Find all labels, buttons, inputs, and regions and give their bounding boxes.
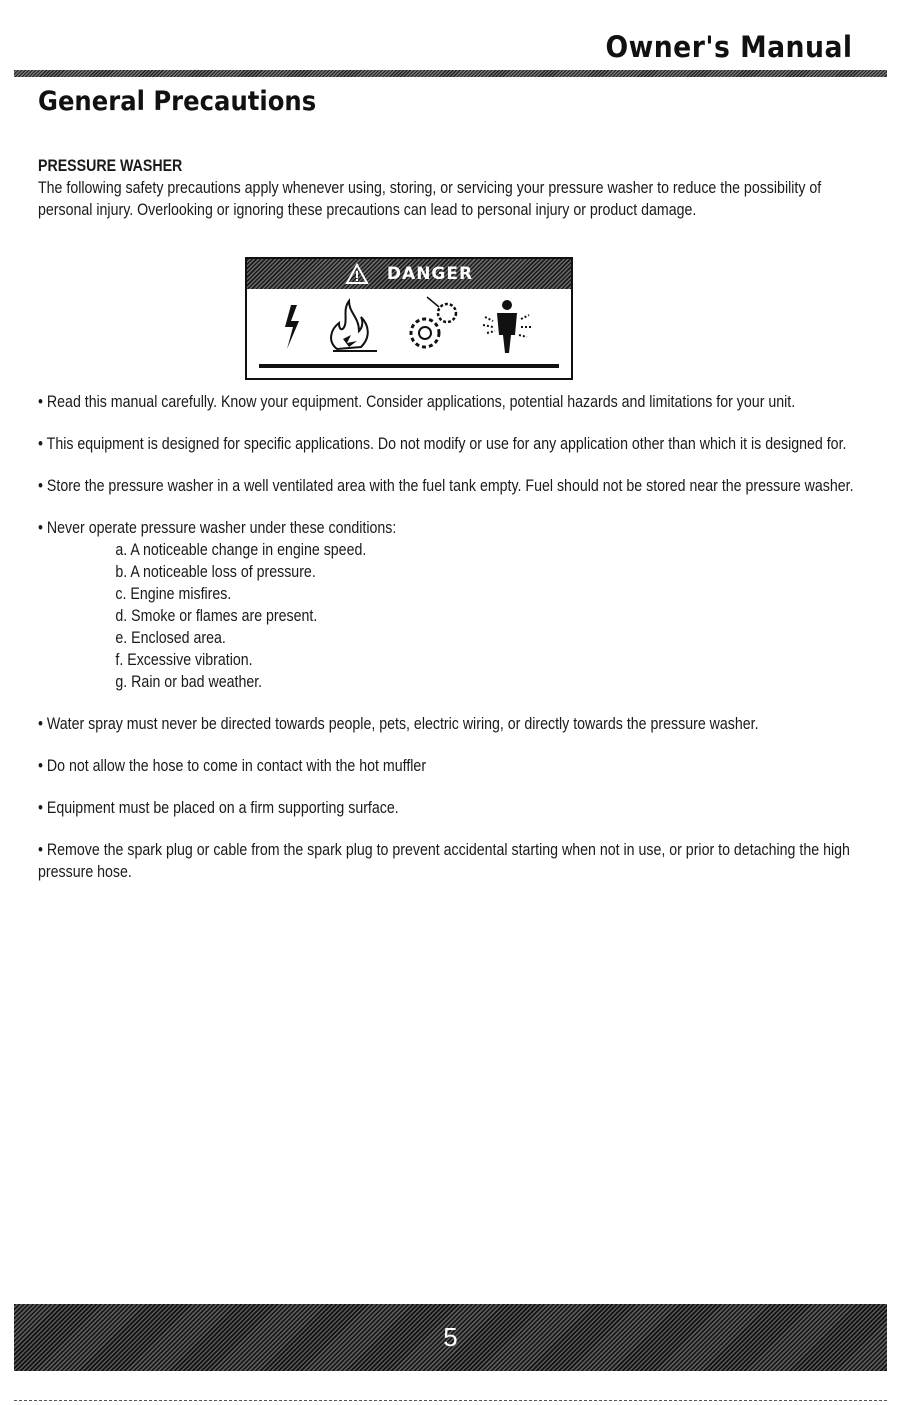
conditions-list	[38, 539, 876, 693]
danger-rule	[259, 364, 559, 368]
precaution-item: • Read this manual carefully. Know your equipment. Consider applications, potential hazards and limitations for your unit.	[38, 393, 796, 411]
condition-item: f. Excessive vibration.	[115, 651, 253, 669]
condition-item: a. A noticeable change in engine speed.	[115, 541, 367, 559]
condition-item: c. Engine misfires.	[115, 585, 232, 603]
precaution-item: • Do not allow the hose to come in contact with the hot muffler	[38, 757, 427, 775]
section-title: General Precautions	[38, 86, 317, 117]
fire-explosion-icon	[331, 301, 377, 351]
precaution-item-conditions	[38, 517, 876, 693]
injection-hazard-icon	[483, 300, 531, 353]
header-rule	[14, 70, 887, 77]
precaution-item: • Store the pressure washer in a well ventilated area with the fuel tank empty. Fuel should not be stored near the pressure washer.	[38, 477, 854, 495]
precaution-item: • Remove the spark plug or cable from the spark plug to prevent accidental starting when not in use, or prior to detaching the high pressure hose.	[38, 841, 850, 881]
precaution-item: • Never operate pressure washer under these conditions:	[38, 519, 397, 537]
hazard-icons	[247, 291, 571, 361]
condition-item: b. A noticeable loss of pressure.	[115, 563, 316, 581]
precaution-list	[38, 391, 876, 883]
bottom-rule	[14, 1400, 887, 1402]
condition-item: d. Smoke or flames are present.	[115, 607, 318, 625]
precaution-item: • Equipment must be placed on a firm supporting surface.	[38, 799, 399, 817]
condition-item: e. Enclosed area.	[115, 629, 226, 647]
intro-paragraph: The following safety precautions apply whenever using, storing, or servicing your pressure washer to reduce the possibility of personal injury. Overlooking or ignoring these precautions can lead to personal injury or product damage.	[38, 179, 822, 219]
precaution-item: • This equipment is designed for specific applications. Do not modify or use for any application other than which it is designed for.	[38, 435, 847, 453]
precaution-item: • Water spray must never be directed towards people, pets, electric wiring, or directly towards the pressure washer.	[38, 715, 759, 733]
warning-triangle-icon	[345, 263, 369, 285]
page-number: 5	[443, 1322, 458, 1352]
electric-shock-icon	[285, 305, 299, 349]
danger-sign	[245, 257, 573, 380]
danger-label: DANGER	[386, 264, 474, 284]
moving-parts-icon	[411, 297, 456, 347]
footer-bar	[14, 1304, 887, 1371]
condition-item: g. Rain or bad weather.	[115, 673, 263, 691]
danger-banner	[247, 259, 571, 289]
manual-title: Owner's Manual	[605, 30, 853, 64]
subhead: PRESSURE WASHER	[38, 157, 183, 175]
